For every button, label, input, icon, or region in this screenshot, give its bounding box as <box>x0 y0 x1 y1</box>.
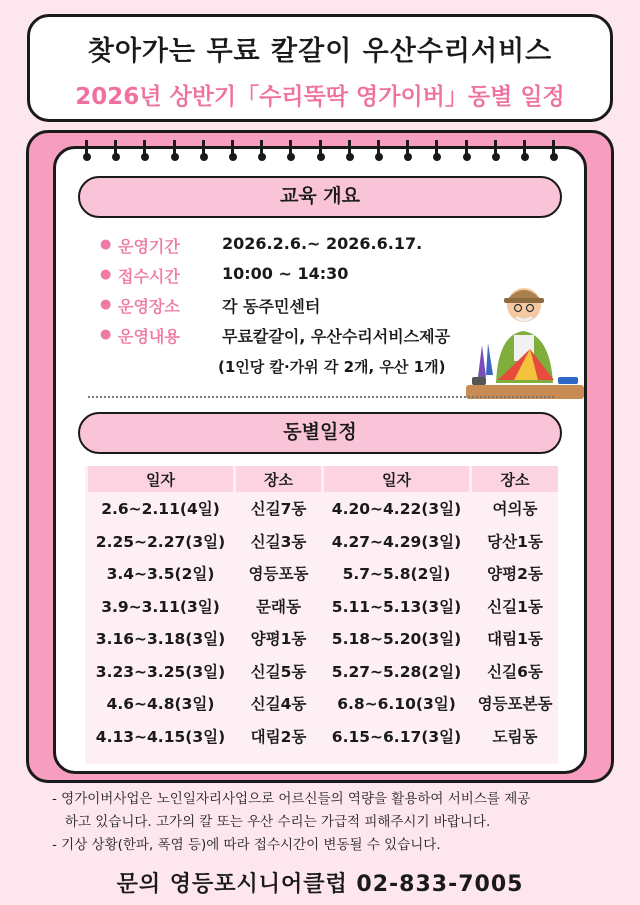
schedule-date-cell: 5.27~5.28(2일) <box>331 662 462 681</box>
schedule-place-cell: 대림2동 <box>250 727 307 746</box>
note-line: - 기상 상황(한파, 폭염 등)에 따라 접수시간이 변동될 수 있습니다. <box>52 837 441 853</box>
schedule-place-cell: 당산1동 <box>487 532 543 551</box>
schedule-date-cell: 6.15~6.17(3일) <box>331 727 462 746</box>
info-label: 운영기간 <box>118 237 180 256</box>
info-label: 운영내용 <box>118 327 180 346</box>
binder-ring <box>375 140 381 162</box>
schedule-date-cell: 3.16~3.18(3일) <box>95 630 226 649</box>
schedule-place-cell: 신길4동 <box>250 695 307 714</box>
binder-ring <box>463 140 469 162</box>
binder-ring <box>433 140 439 162</box>
contact-info: 문의 영등포시니어클럽 02-833-7005 <box>116 872 524 897</box>
schedule-date-cell: 5.11~5.13(3일) <box>331 597 462 616</box>
binder-ring <box>550 140 556 162</box>
table-row <box>88 720 558 753</box>
info-value: 무료칼갈이, 우산수리서비스제공 <box>222 327 451 346</box>
note-line: 하고 있습니다. 고가의 칼 또는 우산 수리는 가급적 피해주시기 바랍니다. <box>52 814 491 830</box>
schedule-date-cell: 6.8~6.10(3일) <box>337 695 456 714</box>
schedule-date-cell: 4.27~4.29(3일) <box>331 532 462 551</box>
binder-ring <box>83 140 89 162</box>
table-row <box>88 590 558 623</box>
repairman-illustration <box>458 265 588 405</box>
schedule-date-cell: 5.18~5.20(3일) <box>331 630 462 649</box>
schedule-date-cell: 3.4~3.5(2일) <box>106 565 215 584</box>
info-value: 10:00 ~ 14:30 <box>222 264 349 283</box>
column-header: 일자 <box>324 466 469 492</box>
schedule-place-cell: 신길6동 <box>487 662 543 681</box>
schedule-place-cell: 문래동 <box>256 597 301 616</box>
binder-ring <box>404 140 410 162</box>
schedule-place-cell: 도림동 <box>492 727 538 746</box>
table-row <box>88 557 558 590</box>
table-row <box>88 622 558 655</box>
title-box <box>27 14 613 122</box>
bullet-icon: ● <box>100 297 112 312</box>
binder-ring <box>200 140 206 162</box>
schedule-place-cell: 영등포본동 <box>477 695 553 714</box>
binder-ring <box>317 140 323 162</box>
table-row <box>88 492 558 525</box>
table-header-row <box>88 466 558 492</box>
table-row <box>88 525 558 558</box>
binder-ring <box>112 140 118 162</box>
bullet-icon: ● <box>100 237 112 252</box>
binder-ring <box>346 140 352 162</box>
schedule-date-cell: 3.9~3.11(3일) <box>101 597 220 616</box>
binder-ring <box>258 140 264 162</box>
schedule-date-cell: 4.20~4.22(3일) <box>331 500 462 519</box>
schedule-date-cell: 2.6~2.11(4일) <box>101 500 220 519</box>
overview-heading: 교육 개요 <box>78 176 562 218</box>
schedule-date-cell: 5.7~5.8(2일) <box>342 565 451 584</box>
column-header: 일자 <box>88 466 233 492</box>
binder-ring <box>229 140 235 162</box>
schedule-place-cell: 대림1동 <box>487 630 543 649</box>
bullet-icon: ● <box>100 267 112 282</box>
schedule-heading: 동별일정 <box>78 412 562 454</box>
divider <box>88 396 554 398</box>
column-header: 장소 <box>472 466 558 492</box>
binder-ring <box>521 140 527 162</box>
notes <box>52 788 530 857</box>
schedule-place-cell: 신길3동 <box>250 532 307 551</box>
schedule-place-cell: 신길7동 <box>250 500 307 519</box>
schedule-date-cell: 4.6~4.8(3일) <box>106 695 215 714</box>
table-row <box>88 655 558 688</box>
schedule-table <box>85 466 561 752</box>
note-line: - 영가이버사업은 노인일자리사업으로 어르신들의 역량을 활용하여 서비스를 제공 <box>52 791 531 807</box>
page-title: 찾아가는 무료 칼갈이 우산수리서비스 <box>87 36 553 67</box>
info-note: (1인당 칼·가위 각 2개, 우산 1개) <box>218 358 446 376</box>
info-value: 각 동주민센터 <box>222 297 321 316</box>
binder-ring <box>141 140 147 162</box>
info-label: 운영장소 <box>118 297 180 316</box>
page-subtitle: 2026년 상반기「수리뚝딱 영가이버」동별 일정 <box>75 84 565 110</box>
binder-ring <box>492 140 498 162</box>
schedule-place-cell: 신길1동 <box>487 597 543 616</box>
info-value: 2026.2.6.~ 2026.6.17. <box>222 234 423 253</box>
binder-ring <box>287 140 293 162</box>
schedule-place-cell: 양평2동 <box>487 565 543 584</box>
info-label: 접수시간 <box>118 267 180 286</box>
bullet-icon: ● <box>100 327 112 342</box>
schedule-date-cell: 2.25~2.27(3일) <box>95 532 226 551</box>
column-header: 장소 <box>236 466 321 492</box>
schedule-place-cell: 양평1동 <box>250 630 307 649</box>
schedule-place-cell: 신길5동 <box>250 662 307 681</box>
schedule-date-cell: 4.13~4.15(3일) <box>95 727 226 746</box>
binder-ring <box>171 140 177 162</box>
schedule-date-cell: 3.23~3.25(3일) <box>95 662 226 681</box>
schedule-place-cell: 여의동 <box>492 500 538 519</box>
table-row <box>88 687 558 720</box>
schedule-place-cell: 영등포동 <box>248 565 309 584</box>
